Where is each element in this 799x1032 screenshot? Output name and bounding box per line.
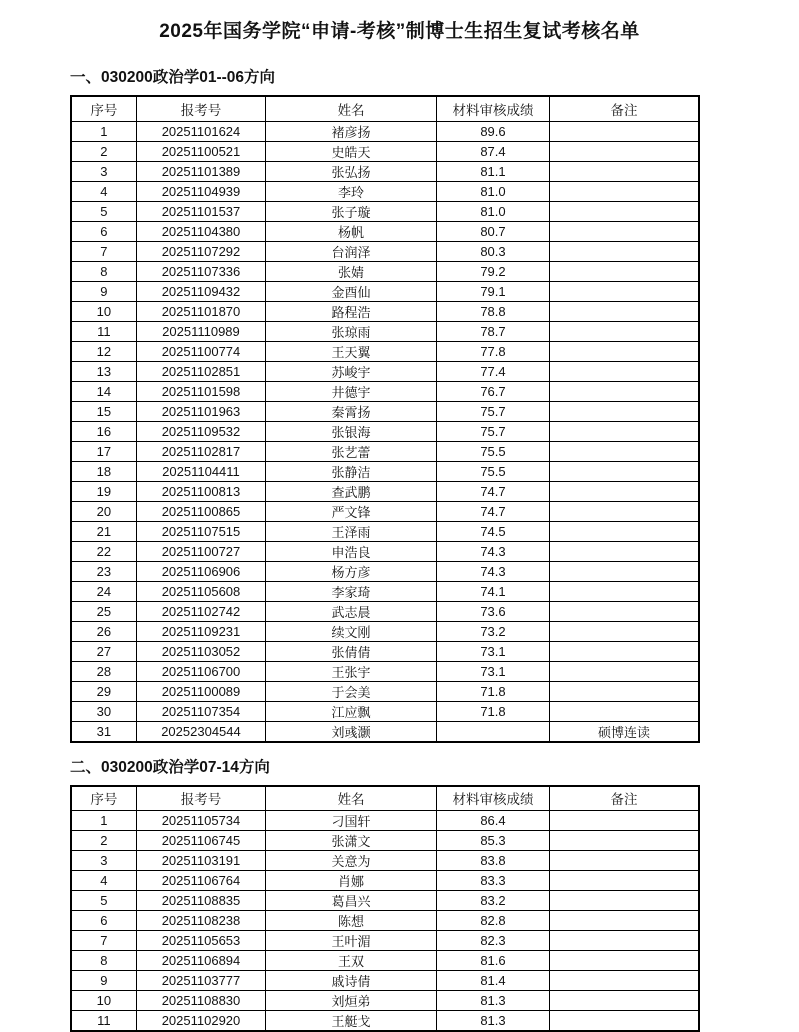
score-cell: 89.6 bbox=[436, 121, 549, 141]
name-cell: 苏峻宇 bbox=[266, 361, 437, 381]
column-header: 报考号 bbox=[136, 786, 265, 811]
application-number-cell: 20251100813 bbox=[136, 481, 265, 501]
score-cell: 74.3 bbox=[436, 541, 549, 561]
row-index-cell: 12 bbox=[71, 341, 136, 361]
row-index-cell: 1 bbox=[71, 811, 136, 831]
name-cell: 肖娜 bbox=[266, 871, 437, 891]
score-cell: 75.5 bbox=[436, 461, 549, 481]
application-number-cell: 20251101870 bbox=[136, 301, 265, 321]
remark-cell bbox=[550, 701, 700, 721]
application-number-cell: 20251105608 bbox=[136, 581, 265, 601]
remark-cell bbox=[550, 641, 700, 661]
remark-cell bbox=[550, 301, 700, 321]
score-cell: 81.0 bbox=[436, 181, 549, 201]
column-header: 报考号 bbox=[136, 96, 265, 121]
remark-cell bbox=[550, 341, 700, 361]
row-index-cell: 25 bbox=[71, 601, 136, 621]
remark-cell bbox=[550, 951, 700, 971]
application-number-cell: 20251109231 bbox=[136, 621, 265, 641]
score-cell: 83.3 bbox=[436, 871, 549, 891]
score-cell: 78.7 bbox=[436, 321, 549, 341]
application-number-cell: 20251106906 bbox=[136, 561, 265, 581]
row-index-cell: 7 bbox=[71, 931, 136, 951]
name-cell: 杨方彦 bbox=[266, 561, 437, 581]
application-number-cell: 20251100727 bbox=[136, 541, 265, 561]
application-number-cell: 20251103052 bbox=[136, 641, 265, 661]
remark-cell bbox=[550, 261, 700, 281]
score-cell: 74.7 bbox=[436, 481, 549, 501]
row-index-cell: 4 bbox=[71, 181, 136, 201]
remark-cell bbox=[550, 621, 700, 641]
name-cell: 武志晨 bbox=[266, 601, 437, 621]
table-row bbox=[71, 581, 699, 601]
row-index-cell: 30 bbox=[71, 701, 136, 721]
application-number-cell: 20251104380 bbox=[136, 221, 265, 241]
remark-cell bbox=[550, 891, 700, 911]
table-body bbox=[71, 121, 699, 742]
application-number-cell: 20251102920 bbox=[136, 1011, 265, 1032]
application-number-cell: 20251106745 bbox=[136, 831, 265, 851]
score-cell: 81.3 bbox=[436, 991, 549, 1011]
name-cell: 王张宇 bbox=[266, 661, 437, 681]
remark-cell bbox=[550, 851, 700, 871]
application-number-cell: 20251102742 bbox=[136, 601, 265, 621]
remark-cell bbox=[550, 161, 700, 181]
application-number-cell: 20251102817 bbox=[136, 441, 265, 461]
application-number-cell: 20251102851 bbox=[136, 361, 265, 381]
table-row bbox=[71, 561, 699, 581]
column-header: 材料审核成绩 bbox=[436, 786, 549, 811]
score-table-politics-01-06 bbox=[70, 95, 700, 743]
remark-cell bbox=[550, 501, 700, 521]
column-header: 材料审核成绩 bbox=[436, 96, 549, 121]
row-index-cell: 19 bbox=[71, 481, 136, 501]
score-cell: 86.4 bbox=[436, 811, 549, 831]
score-cell: 73.1 bbox=[436, 661, 549, 681]
section-politics-07-14 bbox=[70, 755, 700, 1032]
table-row bbox=[71, 321, 699, 341]
table-row bbox=[71, 341, 699, 361]
remark-cell bbox=[550, 141, 700, 161]
name-cell: 井德宇 bbox=[266, 381, 437, 401]
remark-cell bbox=[550, 381, 700, 401]
name-cell: 王天翼 bbox=[266, 341, 437, 361]
remark-cell bbox=[550, 281, 700, 301]
score-cell: 73.2 bbox=[436, 621, 549, 641]
name-cell: 王泽雨 bbox=[266, 521, 437, 541]
score-cell: 82.8 bbox=[436, 911, 549, 931]
row-index-cell: 3 bbox=[71, 851, 136, 871]
table-row bbox=[71, 481, 699, 501]
row-index-cell: 11 bbox=[71, 321, 136, 341]
application-number-cell: 20251108238 bbox=[136, 911, 265, 931]
name-cell: 王艇戈 bbox=[266, 1011, 437, 1032]
score-cell: 74.7 bbox=[436, 501, 549, 521]
row-index-cell: 6 bbox=[71, 221, 136, 241]
remark-cell bbox=[550, 321, 700, 341]
row-index-cell: 22 bbox=[71, 541, 136, 561]
section-politics-01-06 bbox=[70, 65, 700, 743]
table-row bbox=[71, 701, 699, 721]
table-row bbox=[71, 301, 699, 321]
remark-cell bbox=[550, 201, 700, 221]
score-cell: 73.1 bbox=[436, 641, 549, 661]
score-cell: 83.2 bbox=[436, 891, 549, 911]
score-cell: 82.3 bbox=[436, 931, 549, 951]
row-index-cell: 26 bbox=[71, 621, 136, 641]
remark-cell bbox=[550, 831, 700, 851]
score-cell: 80.3 bbox=[436, 241, 549, 261]
remark-cell bbox=[550, 931, 700, 951]
table-row bbox=[71, 441, 699, 461]
name-cell: 李家琦 bbox=[266, 581, 437, 601]
remark-cell bbox=[550, 911, 700, 931]
score-cell: 83.8 bbox=[436, 851, 549, 871]
row-index-cell: 28 bbox=[71, 661, 136, 681]
application-number-cell: 20251106764 bbox=[136, 871, 265, 891]
table-row bbox=[71, 361, 699, 381]
name-cell: 葛昌兴 bbox=[266, 891, 437, 911]
remark-cell bbox=[550, 601, 700, 621]
row-index-cell: 9 bbox=[71, 281, 136, 301]
score-cell: 87.4 bbox=[436, 141, 549, 161]
score-cell: 71.8 bbox=[436, 681, 549, 701]
row-index-cell: 2 bbox=[71, 831, 136, 851]
row-index-cell: 27 bbox=[71, 641, 136, 661]
application-number-cell: 20251100865 bbox=[136, 501, 265, 521]
table-row bbox=[71, 201, 699, 221]
column-header: 备注 bbox=[550, 96, 700, 121]
application-number-cell: 20251103191 bbox=[136, 851, 265, 871]
score-cell: 76.7 bbox=[436, 381, 549, 401]
score-cell: 74.1 bbox=[436, 581, 549, 601]
application-number-cell: 20251101537 bbox=[136, 201, 265, 221]
row-index-cell: 13 bbox=[71, 361, 136, 381]
remark-cell bbox=[550, 681, 700, 701]
remark-cell bbox=[550, 1011, 700, 1032]
table-row bbox=[71, 971, 699, 991]
table-row bbox=[71, 621, 699, 641]
row-index-cell: 10 bbox=[71, 991, 136, 1011]
page-title: 2025年国务学院“申请-考核”制博士生招生复试考核名单 bbox=[0, 16, 799, 43]
application-number-cell: 20251105734 bbox=[136, 811, 265, 831]
table-row bbox=[71, 831, 699, 851]
row-index-cell: 14 bbox=[71, 381, 136, 401]
row-index-cell: 10 bbox=[71, 301, 136, 321]
row-index-cell: 23 bbox=[71, 561, 136, 581]
remark-cell bbox=[550, 241, 700, 261]
name-cell: 陈想 bbox=[266, 911, 437, 931]
remark-cell bbox=[550, 421, 700, 441]
row-index-cell: 8 bbox=[71, 261, 136, 281]
remark-cell bbox=[550, 521, 700, 541]
application-number-cell: 20251109432 bbox=[136, 281, 265, 301]
name-cell: 续文刚 bbox=[266, 621, 437, 641]
header-row bbox=[71, 786, 699, 811]
application-number-cell: 20251108830 bbox=[136, 991, 265, 1011]
section-heading-2: 二、030200政治学07-14方向 bbox=[70, 755, 700, 777]
row-index-cell: 20 bbox=[71, 501, 136, 521]
application-number-cell: 20251109532 bbox=[136, 421, 265, 441]
application-number-cell: 20251107336 bbox=[136, 261, 265, 281]
score-cell: 74.3 bbox=[436, 561, 549, 581]
score-cell: 77.4 bbox=[436, 361, 549, 381]
table-row bbox=[71, 381, 699, 401]
remark-cell bbox=[550, 441, 700, 461]
remark-cell bbox=[550, 811, 700, 831]
row-index-cell: 4 bbox=[71, 871, 136, 891]
name-cell: 金酉仙 bbox=[266, 281, 437, 301]
name-cell: 刁国轩 bbox=[266, 811, 437, 831]
table-row bbox=[71, 181, 699, 201]
application-number-cell: 20252304544 bbox=[136, 721, 265, 742]
row-index-cell: 9 bbox=[71, 971, 136, 991]
table-row bbox=[71, 281, 699, 301]
name-cell: 申浩良 bbox=[266, 541, 437, 561]
column-header: 姓名 bbox=[266, 786, 437, 811]
column-header: 序号 bbox=[71, 96, 136, 121]
score-cell: 85.3 bbox=[436, 831, 549, 851]
name-cell: 王叶湄 bbox=[266, 931, 437, 951]
application-number-cell: 20251104411 bbox=[136, 461, 265, 481]
application-number-cell: 20251107292 bbox=[136, 241, 265, 261]
name-cell: 刘烜弟 bbox=[266, 991, 437, 1011]
section-heading-1: 一、030200政治学01--06方向 bbox=[70, 65, 700, 87]
name-cell: 江应飘 bbox=[266, 701, 437, 721]
score-cell: 75.7 bbox=[436, 401, 549, 421]
table-row bbox=[71, 221, 699, 241]
name-cell: 张静洁 bbox=[266, 461, 437, 481]
score-cell: 73.6 bbox=[436, 601, 549, 621]
row-index-cell: 11 bbox=[71, 1011, 136, 1032]
table-row bbox=[71, 871, 699, 891]
row-index-cell: 8 bbox=[71, 951, 136, 971]
score-cell: 79.1 bbox=[436, 281, 549, 301]
score-cell: 81.3 bbox=[436, 1011, 549, 1032]
name-cell: 戚诗倩 bbox=[266, 971, 437, 991]
score-cell: 74.5 bbox=[436, 521, 549, 541]
name-cell: 台润泽 bbox=[266, 241, 437, 261]
application-number-cell: 20251101598 bbox=[136, 381, 265, 401]
row-index-cell: 2 bbox=[71, 141, 136, 161]
table-row bbox=[71, 601, 699, 621]
name-cell: 严文锋 bbox=[266, 501, 437, 521]
row-index-cell: 1 bbox=[71, 121, 136, 141]
score-cell: 81.1 bbox=[436, 161, 549, 181]
name-cell: 张银海 bbox=[266, 421, 437, 441]
table-row bbox=[71, 261, 699, 281]
name-cell: 张弘扬 bbox=[266, 161, 437, 181]
remark-cell bbox=[550, 461, 700, 481]
table-row bbox=[71, 161, 699, 181]
score-cell bbox=[436, 721, 549, 742]
application-number-cell: 20251104939 bbox=[136, 181, 265, 201]
score-cell: 71.8 bbox=[436, 701, 549, 721]
score-cell: 79.2 bbox=[436, 261, 549, 281]
table-header bbox=[71, 96, 699, 121]
table-row bbox=[71, 461, 699, 481]
score-cell: 80.7 bbox=[436, 221, 549, 241]
application-number-cell: 20251106894 bbox=[136, 951, 265, 971]
remark-cell bbox=[550, 971, 700, 991]
table-row bbox=[71, 121, 699, 141]
remark-cell bbox=[550, 581, 700, 601]
row-index-cell: 29 bbox=[71, 681, 136, 701]
name-cell: 关意为 bbox=[266, 851, 437, 871]
name-cell: 路程浩 bbox=[266, 301, 437, 321]
table-row bbox=[71, 241, 699, 261]
remark-cell bbox=[550, 221, 700, 241]
row-index-cell: 6 bbox=[71, 911, 136, 931]
application-number-cell: 20251107515 bbox=[136, 521, 265, 541]
score-cell: 81.6 bbox=[436, 951, 549, 971]
remark-cell bbox=[550, 661, 700, 681]
application-number-cell: 20251103777 bbox=[136, 971, 265, 991]
table-row bbox=[71, 721, 699, 742]
remark-cell bbox=[550, 871, 700, 891]
score-cell: 81.4 bbox=[436, 971, 549, 991]
name-cell: 张倩倩 bbox=[266, 641, 437, 661]
name-cell: 史皓天 bbox=[266, 141, 437, 161]
application-number-cell: 20251107354 bbox=[136, 701, 265, 721]
remark-cell bbox=[550, 561, 700, 581]
table-header bbox=[71, 786, 699, 811]
score-cell: 78.8 bbox=[436, 301, 549, 321]
name-cell: 李玲 bbox=[266, 181, 437, 201]
application-number-cell: 20251100521 bbox=[136, 141, 265, 161]
name-cell: 褚彦扬 bbox=[266, 121, 437, 141]
column-header: 姓名 bbox=[266, 96, 437, 121]
name-cell: 张婧 bbox=[266, 261, 437, 281]
name-cell: 秦霄扬 bbox=[266, 401, 437, 421]
table-row bbox=[71, 681, 699, 701]
name-cell: 于会美 bbox=[266, 681, 437, 701]
table-row bbox=[71, 401, 699, 421]
table-row bbox=[71, 521, 699, 541]
name-cell: 张子璇 bbox=[266, 201, 437, 221]
column-header: 序号 bbox=[71, 786, 136, 811]
table-row bbox=[71, 661, 699, 681]
application-number-cell: 20251105653 bbox=[136, 931, 265, 951]
name-cell: 刘彧灏 bbox=[266, 721, 437, 742]
row-index-cell: 18 bbox=[71, 461, 136, 481]
remark-cell bbox=[550, 401, 700, 421]
table-row bbox=[71, 421, 699, 441]
row-index-cell: 3 bbox=[71, 161, 136, 181]
remark-cell bbox=[550, 541, 700, 561]
row-index-cell: 7 bbox=[71, 241, 136, 261]
remark-cell bbox=[550, 121, 700, 141]
name-cell: 张艺蕾 bbox=[266, 441, 437, 461]
application-number-cell: 20251101389 bbox=[136, 161, 265, 181]
name-cell: 张琼雨 bbox=[266, 321, 437, 341]
table-row bbox=[71, 501, 699, 521]
row-index-cell: 24 bbox=[71, 581, 136, 601]
remark-cell: 硕博连读 bbox=[550, 721, 700, 742]
score-cell: 77.8 bbox=[436, 341, 549, 361]
row-index-cell: 5 bbox=[71, 891, 136, 911]
table-row bbox=[71, 141, 699, 161]
application-number-cell: 20251106700 bbox=[136, 661, 265, 681]
table-row bbox=[71, 541, 699, 561]
table-row bbox=[71, 951, 699, 971]
row-index-cell: 21 bbox=[71, 521, 136, 541]
table-row bbox=[71, 891, 699, 911]
score-cell: 75.5 bbox=[436, 441, 549, 461]
remark-cell bbox=[550, 181, 700, 201]
table-body bbox=[71, 811, 699, 1032]
score-cell: 81.0 bbox=[436, 201, 549, 221]
table-row bbox=[71, 931, 699, 951]
name-cell: 王双 bbox=[266, 951, 437, 971]
table-row bbox=[71, 851, 699, 871]
application-number-cell: 20251101624 bbox=[136, 121, 265, 141]
remark-cell bbox=[550, 481, 700, 501]
application-number-cell: 20251110989 bbox=[136, 321, 265, 341]
application-number-cell: 20251100089 bbox=[136, 681, 265, 701]
table-row bbox=[71, 641, 699, 661]
row-index-cell: 15 bbox=[71, 401, 136, 421]
column-header: 备注 bbox=[550, 786, 700, 811]
name-cell: 张潇文 bbox=[266, 831, 437, 851]
table-row bbox=[71, 911, 699, 931]
score-cell: 75.7 bbox=[436, 421, 549, 441]
score-table-politics-07-14 bbox=[70, 785, 700, 1032]
name-cell: 查武鹏 bbox=[266, 481, 437, 501]
row-index-cell: 31 bbox=[71, 721, 136, 742]
header-row bbox=[71, 96, 699, 121]
name-cell: 杨帆 bbox=[266, 221, 437, 241]
row-index-cell: 17 bbox=[71, 441, 136, 461]
remark-cell bbox=[550, 361, 700, 381]
row-index-cell: 5 bbox=[71, 201, 136, 221]
row-index-cell: 16 bbox=[71, 421, 136, 441]
application-number-cell: 20251101963 bbox=[136, 401, 265, 421]
table-row bbox=[71, 1011, 699, 1032]
table-row bbox=[71, 811, 699, 831]
application-number-cell: 20251108835 bbox=[136, 891, 265, 911]
application-number-cell: 20251100774 bbox=[136, 341, 265, 361]
